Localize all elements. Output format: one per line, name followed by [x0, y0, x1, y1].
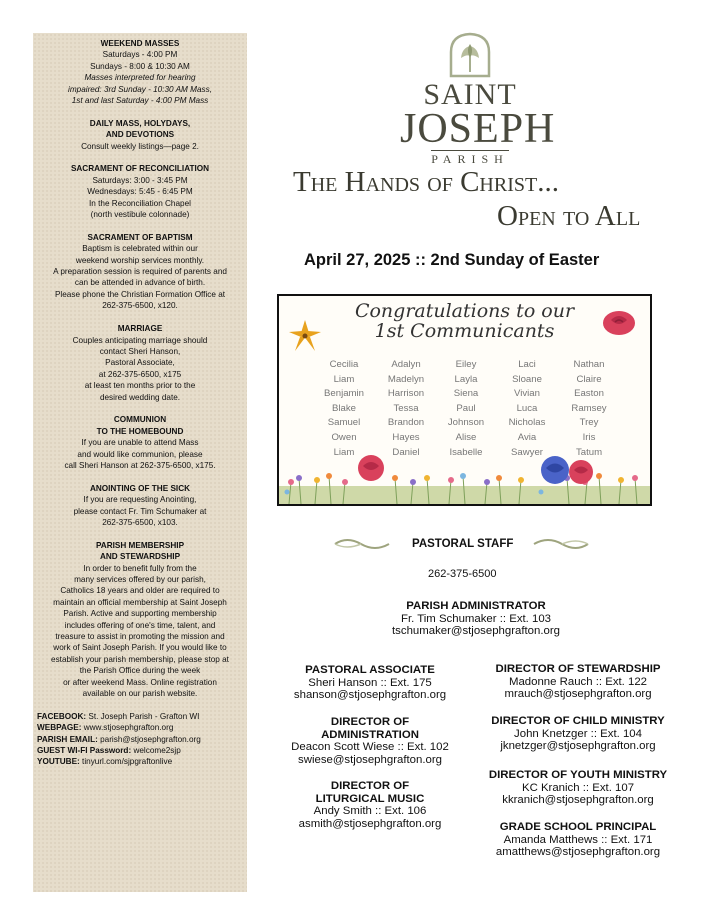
section-heading: MARRIAGE	[117, 324, 163, 334]
text-line: contact Sheri Hanson,	[99, 346, 181, 356]
bulletin-date: April 27, 2025 :: 2nd Sunday of Easter	[304, 251, 600, 269]
section-heading: SACRAMENT OF BAPTISM	[87, 232, 193, 242]
communicant-name: Claire	[576, 373, 602, 385]
webpage-row[interactable]	[37, 722, 243, 733]
section-heading: WEEKEND MASSES	[100, 39, 180, 48]
communicant-name: Liam	[333, 373, 355, 385]
staff-name: Andy Smith :: Ext. 106	[313, 805, 427, 818]
membership-section	[37, 540, 243, 700]
section-heading: PARISH MEMBERSHIP	[95, 540, 185, 550]
sidebar	[33, 33, 247, 892]
text-line: Saturdays: 3:00 - 3:45 PM	[92, 175, 188, 185]
staff-email[interactable]: kkranich@stjosephgrafton.org	[502, 794, 654, 807]
communicant-name: Benjamin	[324, 388, 364, 400]
communicant-name: Owen	[331, 431, 357, 443]
communicant-name: Nicholas	[508, 417, 546, 429]
section-heading: ANOINTING OF THE SICK	[89, 483, 191, 493]
communicant-name: Iris	[582, 431, 596, 443]
staff-email[interactable]: jknetzger@stjosephgrafton.org	[500, 740, 656, 753]
director-administration-block	[272, 716, 468, 766]
grade-school-principal-block	[478, 821, 678, 859]
logo-saint-text: SAINT	[423, 78, 517, 111]
staff-name: Sheri Hanson :: Ext. 175	[308, 676, 432, 689]
staff-title: DIRECTOR OF	[330, 780, 410, 792]
contact-list	[37, 711, 243, 768]
text-line: Pastoral Associate,	[105, 358, 175, 368]
text-line: If you are unable to attend Mass	[81, 438, 199, 448]
text-line: can be attended in advance of birth.	[74, 278, 206, 288]
logo-joseph-text: JOSEPH	[400, 106, 556, 152]
communion-section	[37, 414, 243, 471]
communicant-name: Easton	[574, 388, 604, 400]
text-line: Baptism is celebrated within our	[82, 244, 198, 254]
text-line: available on our parish website.	[82, 689, 198, 699]
communicant-name: Tessa	[393, 402, 419, 414]
communicant-name: Harrison	[387, 388, 425, 400]
director-stewardship-block	[478, 663, 678, 701]
right-ornament-icon	[532, 536, 590, 552]
contact-label: FACEBOOK:	[37, 711, 87, 721]
staff-name: Fr. Tim Schumaker :: Ext. 103	[400, 612, 552, 625]
congrats-title: Congratulations to our	[354, 300, 575, 322]
communicant-name: Paul	[456, 402, 476, 414]
staff-title: GRADE SCHOOL PRINCIPAL	[499, 821, 657, 833]
text-line: establish your parish membership, please stop at	[51, 654, 229, 664]
tagline-line-1: The Hands of Christ...	[293, 166, 559, 198]
contact-label: YOUTUBE:	[37, 757, 80, 767]
text-line: (north vestibule colonnade)	[90, 210, 190, 220]
text-line: call Sheri Hanson at 262-375-6500, x175.	[64, 460, 216, 470]
contact-label: WEBPAGE:	[37, 723, 82, 733]
communicant-name: Laci	[518, 359, 536, 370]
facebook-row[interactable]	[37, 711, 243, 722]
weekend-masses-section	[37, 38, 243, 106]
parish-administrator-block	[370, 600, 582, 638]
communicant-name: Layla	[454, 373, 478, 385]
director-music-block	[272, 780, 468, 830]
names-column-3	[436, 358, 496, 460]
staff-email[interactable]: tschumaker@stjosephgrafton.org	[392, 625, 560, 638]
lily-arch-icon	[447, 32, 493, 78]
text-line: 262-375-6500, x120.	[102, 301, 178, 311]
contact-value: tinyurl.com/sjpgraftonlive	[79, 757, 173, 767]
staff-title: DIRECTOR OF	[330, 716, 410, 728]
contact-label: GUEST WI-FI Password:	[37, 746, 132, 756]
communicant-name: Ramsey	[571, 402, 607, 414]
staff-title: LITURGICAL MUSIC	[315, 792, 425, 805]
text-line: Saturdays - 4:00 PM	[102, 50, 178, 60]
text-line: maintain an official membership at Saint Joseph	[53, 597, 227, 607]
staff-title: ADMINISTRATION	[321, 728, 419, 741]
section-heading: TO THE HOMEBOUND	[96, 426, 184, 436]
text-line: Catholics 18 years and older are required to	[60, 586, 220, 596]
text-line: If you are requesting Anointing,	[83, 495, 197, 505]
communicant-name: Cecilia	[329, 359, 359, 370]
pastoral-associate-block	[272, 664, 468, 702]
communicant-name: Adalyn	[391, 359, 421, 370]
reconciliation-section	[37, 163, 243, 220]
section-heading: SACRAMENT OF RECONCILIATION	[70, 164, 210, 174]
text-line: 262-375-6500, x103.	[102, 517, 178, 527]
staff-email[interactable]: swiese@stjosephgrafton.org	[298, 753, 442, 766]
staff-name: Deacon Scott Wiese :: Ext. 102	[291, 741, 449, 754]
communicant-name: Johnson	[447, 417, 485, 429]
contact-value: parish@stjosephgrafton.org	[97, 734, 201, 744]
text-line: and would like communion, please	[77, 449, 203, 459]
communicant-name: Blake	[332, 402, 356, 414]
contact-value: www.stjosephgrafton.org	[81, 723, 174, 733]
text-line: the Parish Office during the week	[79, 666, 201, 676]
rose-flower-icon	[601, 308, 637, 338]
names-column-5	[559, 358, 619, 460]
text-line: In the Reconciliation Chapel	[89, 198, 191, 208]
communicant-name: Liam	[333, 446, 355, 458]
communicant-name: Eiley	[455, 359, 477, 370]
text-line: at 262-375-6500, x175	[98, 369, 182, 379]
staff-title: PARISH ADMINISTRATOR	[406, 600, 546, 612]
communicant-name: Madelyn	[387, 373, 425, 385]
communicant-name: Samuel	[327, 417, 361, 429]
staff-name: KC Kranich :: Ext. 107	[521, 781, 635, 794]
text-line: impaired: 3rd Sunday - 10:30 AM Mass,	[68, 84, 212, 94]
text-line: In order to benefit fully from the	[83, 563, 197, 573]
text-line: Couples anticipating marriage should	[72, 335, 208, 345]
staff-email[interactable]: asmith@stjosephgrafton.org	[298, 817, 442, 830]
first-communicants-box	[277, 294, 652, 506]
section-heading: AND STEWARDSHIP	[99, 552, 181, 562]
names-column-1	[314, 358, 374, 460]
communicant-name: Avia	[517, 431, 537, 443]
main-phone[interactable]: 262-375-6500	[428, 568, 497, 580]
staff-name: John Knetzger :: Ext. 104	[514, 727, 642, 740]
director-youth-ministry-block	[478, 769, 678, 807]
communicant-name: Siena	[453, 388, 479, 400]
logo-parish-text: PARISH	[431, 152, 509, 166]
staff-title: DIRECTOR OF STEWARDSHIP	[495, 663, 661, 675]
text-line: desired wedding date.	[99, 392, 181, 402]
director-child-ministry-block	[478, 715, 678, 753]
congrats-subtitle: 1st Communicants	[374, 320, 555, 342]
email-row[interactable]	[37, 734, 243, 745]
text-line: includes offering of one's time, talent, and	[64, 620, 216, 630]
communicant-name: Luca	[516, 402, 538, 414]
staff-name: Madonne Rauch :: Ext. 122	[508, 675, 648, 688]
text-line: Sundays - 8:00 & 10:30 AM	[90, 61, 190, 71]
daily-mass-section	[37, 118, 243, 152]
contact-value: St. Joseph Parish - Grafton WI	[86, 711, 200, 721]
text-line: Masses interpreted for hearing	[84, 73, 196, 83]
contact-label: PARISH EMAIL:	[37, 734, 98, 744]
staff-title: DIRECTOR OF CHILD MINISTRY	[491, 715, 665, 727]
lily-flower-icon	[287, 318, 323, 354]
communicant-name: Brandon	[387, 417, 425, 429]
text-line: 1st and last Saturday - 4:00 PM Mass	[71, 96, 209, 106]
staff-title: DIRECTOR OF YOUTH MINISTRY	[488, 769, 668, 781]
communicant-name: Hayes	[392, 431, 420, 443]
communicant-name: Isabelle	[449, 446, 483, 458]
section-heading: AND DEVOTIONS	[105, 130, 175, 140]
section-heading: COMMUNION	[113, 415, 167, 425]
text-line: Please phone the Christian Formation Office at	[54, 289, 226, 299]
text-line: Parish. Active and supporting membership	[63, 609, 217, 619]
staff-email[interactable]: amatthews@stjosephgrafton.org	[495, 846, 661, 859]
text-line: Wednesdays: 5:45 - 6:45 PM	[87, 187, 193, 197]
communicant-name: Vivian	[514, 388, 540, 400]
baptism-section	[37, 232, 243, 312]
flower-meadow-illustration	[279, 452, 650, 504]
communicant-name: Trey	[579, 417, 599, 429]
youtube-row[interactable]	[37, 756, 243, 767]
communicant-name: Daniel	[392, 446, 420, 458]
wifi-row	[37, 745, 243, 756]
section-heading: DAILY MASS, HOLYDAYS,	[89, 118, 191, 128]
text-line: please contact Fr. Tim Schumaker at	[73, 506, 207, 516]
communicant-name: Sloane	[512, 373, 542, 385]
tagline-line-2: Open to All	[497, 200, 641, 232]
text-line: many services offered by our parish,	[74, 574, 206, 584]
text-line: A preparation session is required of parents and	[53, 267, 227, 277]
communicant-name: Alise	[455, 431, 477, 443]
communicant-name: Nathan	[573, 359, 605, 370]
staff-title: PASTORAL ASSOCIATE	[305, 664, 435, 676]
communicant-name: Sawyer	[511, 446, 543, 458]
text-line: at least ten months prior to the	[84, 381, 196, 391]
anointing-section	[37, 483, 243, 529]
names-column-2	[376, 358, 436, 460]
parish-logo	[400, 32, 556, 168]
staff-email[interactable]: shanson@stjosephgrafton.org	[293, 689, 447, 702]
pastoral-staff-title: PASTORAL STAFF	[412, 538, 514, 550]
contact-value: welcome2sjp	[131, 746, 181, 756]
text-line: Consult weekly listings—page 2.	[81, 141, 199, 151]
left-ornament-icon	[333, 536, 391, 552]
staff-email[interactable]: mrauch@stjosephgrafton.org	[504, 688, 652, 701]
staff-name: Amanda Matthews :: Ext. 171	[503, 833, 653, 846]
names-column-4	[497, 358, 557, 460]
text-line: treasure to assist in promoting the mission and	[55, 632, 225, 642]
marriage-section	[37, 323, 243, 403]
text-line: work of Saint Joseph Parish. If you would like to	[53, 643, 227, 653]
text-line: or after weekend Mass. Online registration	[63, 677, 217, 687]
communicant-name: Tatum	[575, 446, 603, 458]
text-line: weekend worship services monthly.	[75, 255, 205, 265]
